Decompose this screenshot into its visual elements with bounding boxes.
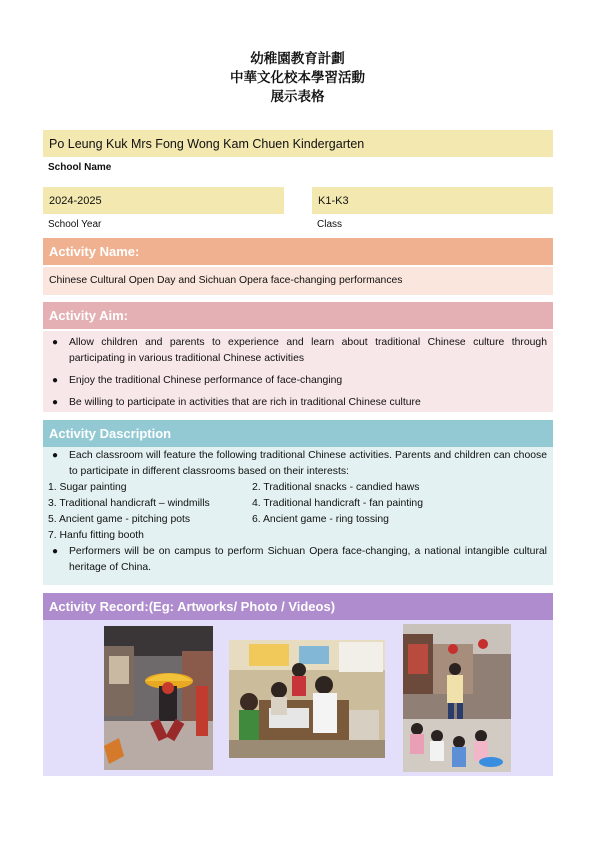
activity-list-item: 1. Sugar painting — [48, 482, 127, 493]
aim-item — [43, 395, 553, 411]
activity-list-item: 6. Ancient game - ring tossing — [252, 514, 389, 525]
title-line-1: 幼稚園教育計劃 — [250, 51, 345, 67]
activity-aim-heading — [43, 302, 553, 329]
aim-item — [43, 335, 553, 367]
activity-list-row — [43, 496, 553, 512]
description-closing — [43, 544, 553, 576]
description-intro-text: Each classroom will feature the following traditional Chinese activities. Parents and children can choose to participate in different classrooms based on their interests: — [69, 450, 547, 477]
activity-list-row — [43, 528, 553, 544]
aim-item-text: Be willing to participate in activities that are rich in traditional Chinese culture — [69, 397, 421, 408]
photo-classroom-activity — [229, 640, 385, 758]
school-name-label: School Name — [48, 162, 112, 173]
aim-item-text: Enjoy the traditional Chinese performance of face-changing — [69, 375, 343, 386]
activity-list-row — [43, 480, 553, 496]
activity-list-item: 2. Traditional snacks - candied haws — [252, 482, 420, 493]
activity-list-item: 3. Traditional handicraft – windmills — [48, 498, 210, 509]
activity-description-body — [43, 447, 553, 585]
description-intro — [43, 448, 553, 480]
activity-list-item: 4. Traditional handicraft - fan painting — [252, 498, 423, 509]
bullet-icon: ● — [52, 337, 59, 348]
bullet-icon: ● — [52, 375, 59, 386]
bullet-icon: ● — [52, 450, 59, 461]
photo-face-changing-performance — [104, 626, 213, 770]
aim-item — [43, 373, 553, 389]
activity-name-value: Chinese Cultural Open Day and Sichuan Opera face-changing performances — [49, 275, 403, 286]
activity-description-heading-text: Activity Dascription — [49, 426, 172, 441]
bullet-icon: ● — [52, 397, 59, 408]
school-name-field — [43, 130, 553, 157]
title-line-2: 中華文化校本學習活動 — [230, 70, 365, 86]
activity-list-item: 7. Hanfu fitting booth — [48, 530, 144, 541]
activity-record-heading-text: Activity Record:(Eg: Artworks/ Photo / Videos) — [49, 599, 336, 614]
activity-aim-body — [43, 331, 553, 412]
school-year-value: 2024-2025 — [49, 194, 102, 207]
class-value: K1-K3 — [318, 194, 349, 207]
document-title — [0, 50, 595, 107]
activity-name-heading-text: Activity Name: — [49, 244, 140, 259]
title-line-3: 展示表格 — [270, 89, 325, 105]
activity-record-heading — [43, 593, 553, 620]
school-year-label: School Year — [48, 219, 102, 230]
photo-performer-with-children — [403, 624, 511, 772]
class-label: Class — [317, 219, 343, 230]
activity-aim-heading-text: Activity Aim: — [49, 308, 128, 323]
activity-list-row — [43, 512, 553, 528]
school-year-field — [43, 187, 284, 214]
activity-name-heading — [43, 238, 553, 265]
activity-list-item: 5. Ancient game - pitching pots — [48, 514, 191, 525]
bullet-icon: ● — [52, 546, 59, 557]
school-name-value: Po Leung Kuk Mrs Fong Wong Kam Chuen Kindergarten — [49, 136, 365, 151]
aim-item-text: Allow children and parents to experience and learn about traditional Chinese culture through participating in various traditional Chinese activities — [69, 337, 547, 364]
activity-description-heading — [43, 420, 553, 447]
activity-name-body — [43, 267, 553, 295]
description-closing-text: Performers will be on campus to perform Sichuan Opera face-changing, a national intangible cultural heritage of China. — [69, 546, 547, 573]
class-field — [312, 187, 553, 214]
